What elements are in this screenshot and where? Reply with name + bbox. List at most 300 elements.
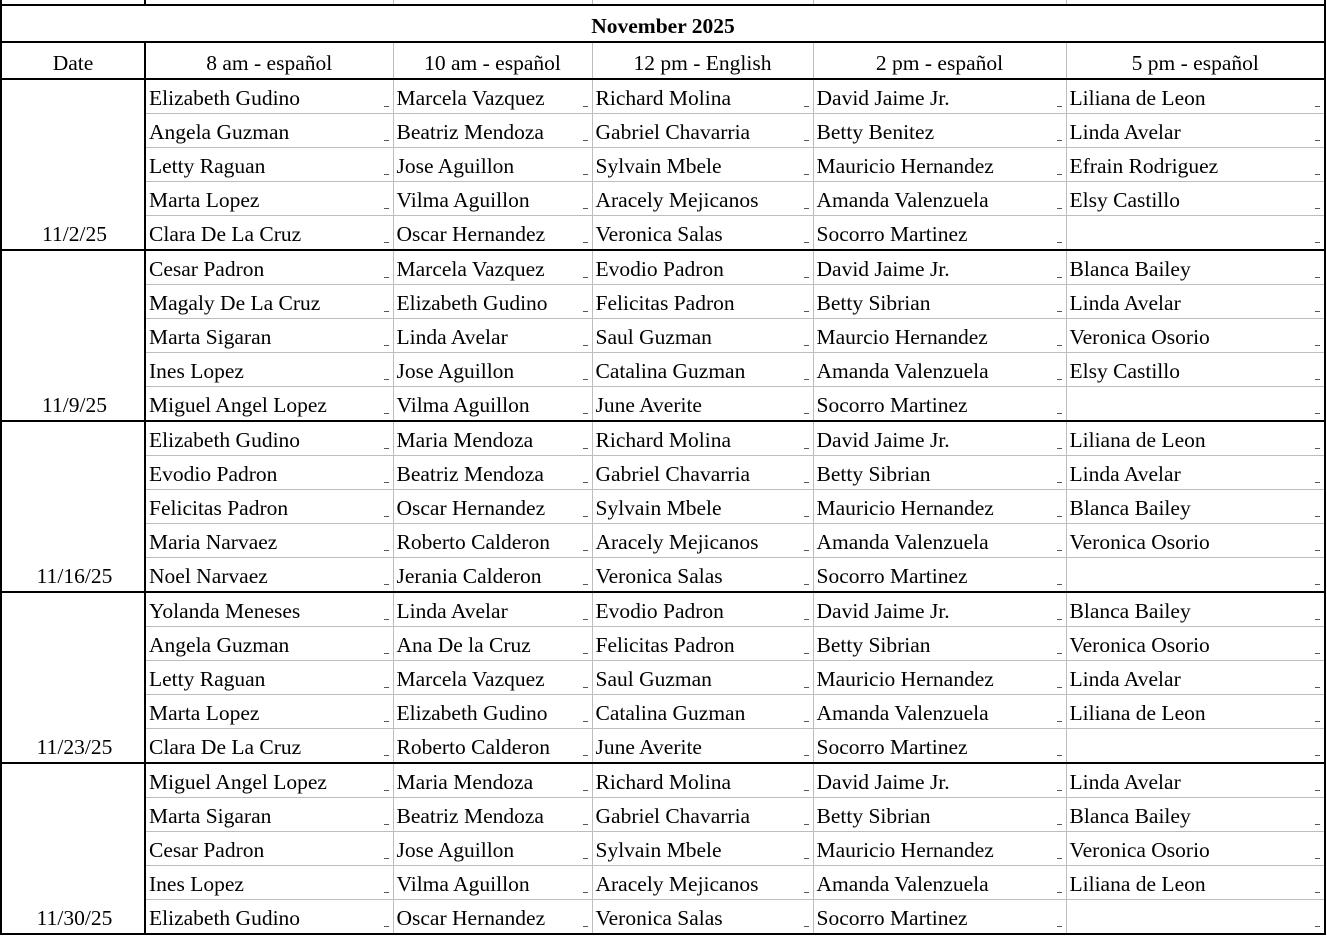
dropdown-arrow-icon[interactable] <box>583 752 589 758</box>
dropdown-arrow-icon[interactable] <box>1315 342 1321 348</box>
volunteer-cell-10am[interactable] <box>393 490 592 524</box>
volunteer-cell-8am[interactable] <box>145 421 393 456</box>
volunteer-cell-2pm[interactable] <box>813 353 1066 387</box>
volunteer-cell-8am[interactable] <box>145 832 393 866</box>
date-cell[interactable] <box>1 627 145 661</box>
volunteer-cell-10am[interactable] <box>393 627 592 661</box>
dropdown-arrow-icon[interactable] <box>583 513 589 519</box>
dropdown-arrow-icon[interactable] <box>804 308 810 314</box>
dropdown-arrow-icon[interactable] <box>804 513 810 519</box>
dropdown-arrow-icon[interactable] <box>1315 821 1321 827</box>
volunteer-cell-12pm[interactable] <box>592 387 813 422</box>
dropdown-arrow-icon[interactable] <box>583 376 589 382</box>
dropdown-arrow-icon[interactable] <box>1315 410 1321 416</box>
dropdown-arrow-icon[interactable] <box>1057 718 1063 724</box>
dropdown-arrow-icon[interactable] <box>384 410 390 416</box>
volunteer-name: Oscar Hernandez <box>396 906 546 930</box>
date-cell[interactable] <box>1 798 145 832</box>
volunteer-cell-2pm[interactable] <box>813 661 1066 695</box>
volunteer-cell-5pm[interactable] <box>1066 592 1325 627</box>
dropdown-arrow-icon[interactable] <box>384 821 390 827</box>
dropdown-arrow-icon[interactable] <box>384 103 390 109</box>
volunteer-cell-8am[interactable] <box>145 148 393 182</box>
dropdown-arrow-icon[interactable] <box>1315 308 1321 314</box>
dropdown-arrow-icon[interactable] <box>804 616 810 622</box>
volunteer-cell-2pm[interactable] <box>813 627 1066 661</box>
volunteer-cell-2pm[interactable] <box>813 148 1066 182</box>
volunteer-cell-12pm[interactable] <box>592 866 813 900</box>
volunteer-cell-5pm[interactable] <box>1066 353 1325 387</box>
volunteer-cell-12pm[interactable] <box>592 763 813 798</box>
date-cell[interactable] <box>1 285 145 319</box>
dropdown-arrow-icon[interactable] <box>583 684 589 690</box>
volunteer-cell-5pm[interactable] <box>1066 729 1325 764</box>
dropdown-arrow-icon[interactable] <box>804 787 810 793</box>
dropdown-arrow-icon[interactable] <box>1315 205 1321 211</box>
dropdown-arrow-icon[interactable] <box>804 239 810 245</box>
dropdown-arrow-icon[interactable] <box>384 342 390 348</box>
dropdown-arrow-icon[interactable] <box>583 547 589 553</box>
volunteer-cell-5pm[interactable] <box>1066 114 1325 148</box>
volunteer-cell-10am[interactable] <box>393 729 592 764</box>
volunteer-cell-2pm[interactable] <box>813 79 1066 114</box>
volunteer-cell-8am[interactable] <box>145 866 393 900</box>
volunteer-cell-10am[interactable] <box>393 114 592 148</box>
volunteer-name: Betty Sibrian <box>816 462 931 486</box>
volunteer-cell-2pm[interactable] <box>813 319 1066 353</box>
dropdown-arrow-icon[interactable] <box>1315 547 1321 553</box>
date-cell[interactable] <box>1 114 145 148</box>
dropdown-arrow-icon[interactable] <box>804 889 810 895</box>
schedule-row <box>1 182 1325 216</box>
volunteer-name: Socorro Martinez <box>816 564 968 588</box>
dropdown-arrow-icon[interactable] <box>1315 923 1321 929</box>
volunteer-cell-12pm[interactable] <box>592 182 813 216</box>
volunteer-cell-8am[interactable] <box>145 79 393 114</box>
dropdown-arrow-icon[interactable] <box>384 581 390 587</box>
volunteer-name: Mauricio Hernandez <box>816 496 994 520</box>
volunteer-cell-8am[interactable] <box>145 661 393 695</box>
dropdown-arrow-icon[interactable] <box>1057 342 1063 348</box>
dropdown-arrow-icon[interactable] <box>804 376 810 382</box>
dropdown-arrow-icon[interactable] <box>804 103 810 109</box>
volunteer-name: Marta Lopez <box>149 188 260 212</box>
volunteer-cell-8am[interactable] <box>145 250 393 285</box>
dropdown-arrow-icon[interactable] <box>1057 616 1063 622</box>
volunteer-cell-10am[interactable] <box>393 182 592 216</box>
volunteer-cell-8am[interactable] <box>145 627 393 661</box>
date-cell[interactable]: 11/2/25 <box>1 216 145 251</box>
volunteer-cell-12pm[interactable] <box>592 558 813 593</box>
volunteer-cell-10am[interactable] <box>393 832 592 866</box>
dropdown-arrow-icon[interactable] <box>1315 581 1321 587</box>
volunteer-cell-5pm[interactable] <box>1066 182 1325 216</box>
dropdown-arrow-icon[interactable] <box>384 923 390 929</box>
volunteer-cell-12pm[interactable] <box>592 114 813 148</box>
volunteer-cell-5pm[interactable] <box>1066 661 1325 695</box>
volunteer-cell-12pm[interactable] <box>592 79 813 114</box>
volunteer-cell-10am[interactable] <box>393 79 592 114</box>
dropdown-arrow-icon[interactable] <box>1057 787 1063 793</box>
dropdown-arrow-icon[interactable] <box>583 171 589 177</box>
dropdown-arrow-icon[interactable] <box>1057 103 1063 109</box>
volunteer-cell-5pm[interactable] <box>1066 456 1325 490</box>
volunteer-name: Gabriel Chavarria <box>595 804 751 828</box>
volunteer-cell-8am[interactable] <box>145 387 393 422</box>
date-cell[interactable] <box>1 421 145 456</box>
volunteer-cell-12pm[interactable] <box>592 832 813 866</box>
volunteer-cell-2pm[interactable] <box>813 285 1066 319</box>
dropdown-arrow-icon[interactable] <box>804 479 810 485</box>
dropdown-arrow-icon[interactable] <box>804 410 810 416</box>
header-5pm[interactable]: 5 pm - español <box>1066 42 1325 79</box>
dropdown-arrow-icon[interactable] <box>1057 513 1063 519</box>
date-cell[interactable]: 11/30/25 <box>1 900 145 935</box>
volunteer-cell-5pm[interactable] <box>1066 900 1325 935</box>
volunteer-cell-8am[interactable] <box>145 456 393 490</box>
volunteer-name: Marta Sigaran <box>149 325 272 349</box>
volunteer-cell-10am[interactable] <box>393 661 592 695</box>
dropdown-arrow-icon[interactable] <box>384 205 390 211</box>
volunteer-cell-8am[interactable] <box>145 490 393 524</box>
volunteer-cell-10am[interactable] <box>393 900 592 935</box>
volunteer-cell-12pm[interactable] <box>592 592 813 627</box>
dropdown-arrow-icon[interactable] <box>583 479 589 485</box>
volunteer-cell-5pm[interactable] <box>1066 79 1325 114</box>
dropdown-arrow-icon[interactable] <box>804 752 810 758</box>
date-cell[interactable] <box>1 661 145 695</box>
volunteer-name: Roberto Calderon <box>396 735 550 759</box>
dropdown-arrow-icon[interactable] <box>583 239 589 245</box>
dropdown-arrow-icon[interactable] <box>1315 376 1321 382</box>
volunteer-cell-10am[interactable] <box>393 763 592 798</box>
dropdown-arrow-icon[interactable] <box>804 581 810 587</box>
dropdown-arrow-icon[interactable] <box>1315 855 1321 861</box>
dropdown-arrow-icon[interactable] <box>804 205 810 211</box>
volunteer-cell-12pm[interactable] <box>592 524 813 558</box>
dropdown-arrow-icon[interactable] <box>1315 787 1321 793</box>
volunteer-cell-10am[interactable] <box>393 421 592 456</box>
volunteer-cell-12pm[interactable] <box>592 456 813 490</box>
volunteer-cell-2pm[interactable] <box>813 421 1066 456</box>
volunteer-cell-8am[interactable] <box>145 319 393 353</box>
dropdown-arrow-icon[interactable] <box>1315 616 1321 622</box>
dropdown-arrow-icon[interactable] <box>583 923 589 929</box>
volunteer-cell-12pm[interactable] <box>592 285 813 319</box>
volunteer-cell-10am[interactable] <box>393 456 592 490</box>
date-cell[interactable] <box>1 456 145 490</box>
volunteer-cell-5pm[interactable] <box>1066 798 1325 832</box>
dropdown-arrow-icon[interactable] <box>384 137 390 143</box>
volunteer-cell-2pm[interactable] <box>813 592 1066 627</box>
date-cell[interactable] <box>1 695 145 729</box>
dropdown-arrow-icon[interactable] <box>1057 752 1063 758</box>
volunteer-cell-8am[interactable] <box>145 524 393 558</box>
volunteer-name: Vilma Aguillon <box>396 393 530 417</box>
date-cell[interactable] <box>1 524 145 558</box>
date-cell[interactable] <box>1 763 145 798</box>
volunteer-cell-12pm[interactable] <box>592 353 813 387</box>
dropdown-arrow-icon[interactable] <box>583 445 589 451</box>
volunteer-cell-2pm[interactable] <box>813 558 1066 593</box>
dropdown-arrow-icon[interactable] <box>1315 445 1321 451</box>
dropdown-arrow-icon[interactable] <box>1315 650 1321 656</box>
dropdown-arrow-icon[interactable] <box>1315 274 1321 280</box>
volunteer-cell-10am[interactable] <box>393 592 592 627</box>
dropdown-arrow-icon[interactable] <box>583 308 589 314</box>
volunteer-cell-2pm[interactable] <box>813 114 1066 148</box>
dropdown-arrow-icon[interactable] <box>804 274 810 280</box>
dropdown-arrow-icon[interactable] <box>804 445 810 451</box>
dropdown-arrow-icon[interactable] <box>1057 821 1063 827</box>
dropdown-arrow-icon[interactable] <box>384 445 390 451</box>
volunteer-cell-2pm[interactable] <box>813 900 1066 935</box>
dropdown-arrow-icon[interactable] <box>1315 479 1321 485</box>
volunteer-cell-12pm[interactable] <box>592 319 813 353</box>
volunteer-cell-8am[interactable] <box>145 285 393 319</box>
dropdown-arrow-icon[interactable] <box>1057 205 1063 211</box>
volunteer-cell-8am[interactable] <box>145 592 393 627</box>
dropdown-arrow-icon[interactable] <box>583 274 589 280</box>
volunteer-cell-5pm[interactable] <box>1066 558 1325 593</box>
dropdown-arrow-icon[interactable] <box>1057 308 1063 314</box>
dropdown-arrow-icon[interactable] <box>804 684 810 690</box>
volunteer-cell-12pm[interactable] <box>592 490 813 524</box>
dropdown-arrow-icon[interactable] <box>1057 410 1063 416</box>
dropdown-arrow-icon[interactable] <box>384 308 390 314</box>
date-cell[interactable] <box>1 353 145 387</box>
volunteer-cell-5pm[interactable] <box>1066 216 1325 251</box>
date-cell[interactable] <box>1 182 145 216</box>
dropdown-arrow-icon[interactable] <box>1057 171 1063 177</box>
volunteer-cell-8am[interactable] <box>145 695 393 729</box>
volunteer-cell-5pm[interactable] <box>1066 387 1325 422</box>
dropdown-arrow-icon[interactable] <box>583 889 589 895</box>
dropdown-arrow-icon[interactable] <box>804 547 810 553</box>
volunteer-cell-12pm[interactable] <box>592 627 813 661</box>
volunteer-name: Ines Lopez <box>149 872 244 896</box>
dropdown-arrow-icon[interactable] <box>1057 650 1063 656</box>
date-cell[interactable]: 11/23/25 <box>1 729 145 764</box>
volunteer-cell-2pm[interactable] <box>813 216 1066 251</box>
volunteer-cell-2pm[interactable] <box>813 695 1066 729</box>
date-cell[interactable] <box>1 592 145 627</box>
dropdown-arrow-icon[interactable] <box>804 171 810 177</box>
dropdown-arrow-icon[interactable] <box>804 342 810 348</box>
volunteer-cell-12pm[interactable] <box>592 250 813 285</box>
dropdown-arrow-icon[interactable] <box>384 239 390 245</box>
dropdown-arrow-icon[interactable] <box>384 513 390 519</box>
volunteer-cell-10am[interactable] <box>393 285 592 319</box>
volunteer-cell-10am[interactable] <box>393 798 592 832</box>
date-cell[interactable] <box>1 319 145 353</box>
volunteer-cell-2pm[interactable] <box>813 250 1066 285</box>
dropdown-arrow-icon[interactable] <box>384 171 390 177</box>
volunteer-cell-12pm[interactable] <box>592 695 813 729</box>
volunteer-cell-10am[interactable] <box>393 866 592 900</box>
volunteer-cell-12pm[interactable] <box>592 148 813 182</box>
dropdown-arrow-icon[interactable] <box>1057 239 1063 245</box>
volunteer-cell-8am[interactable] <box>145 216 393 251</box>
volunteer-cell-5pm[interactable] <box>1066 285 1325 319</box>
volunteer-cell-10am[interactable] <box>393 695 592 729</box>
header-date[interactable]: Date <box>1 42 145 79</box>
date-cell[interactable]: 11/9/25 <box>1 387 145 422</box>
dropdown-arrow-icon[interactable] <box>804 855 810 861</box>
header-10am[interactable]: 10 am - español <box>393 42 592 79</box>
volunteer-cell-10am[interactable] <box>393 250 592 285</box>
volunteer-cell-10am[interactable] <box>393 558 592 593</box>
volunteer-cell-2pm[interactable] <box>813 387 1066 422</box>
volunteer-cell-5pm[interactable] <box>1066 319 1325 353</box>
dropdown-arrow-icon[interactable] <box>583 205 589 211</box>
volunteer-name: Sylvain Mbele <box>595 496 722 520</box>
dropdown-arrow-icon[interactable] <box>1057 479 1063 485</box>
volunteer-cell-12pm[interactable] <box>592 421 813 456</box>
dropdown-arrow-icon[interactable] <box>804 923 810 929</box>
dropdown-arrow-icon[interactable] <box>384 752 390 758</box>
dropdown-arrow-icon[interactable] <box>583 650 589 656</box>
volunteer-cell-12pm[interactable] <box>592 729 813 764</box>
volunteer-cell-12pm[interactable] <box>592 216 813 251</box>
date-cell[interactable] <box>1 148 145 182</box>
volunteer-cell-10am[interactable] <box>393 216 592 251</box>
dropdown-arrow-icon[interactable] <box>1315 684 1321 690</box>
volunteer-name: June Averite <box>595 393 702 417</box>
volunteer-cell-8am[interactable] <box>145 114 393 148</box>
volunteer-cell-8am[interactable] <box>145 763 393 798</box>
dropdown-arrow-icon[interactable] <box>583 855 589 861</box>
dropdown-arrow-icon[interactable] <box>384 376 390 382</box>
dropdown-arrow-icon[interactable] <box>1315 752 1321 758</box>
dropdown-arrow-icon[interactable] <box>583 581 589 587</box>
volunteer-cell-2pm[interactable] <box>813 798 1066 832</box>
volunteer-cell-8am[interactable] <box>145 729 393 764</box>
volunteer-cell-2pm[interactable] <box>813 524 1066 558</box>
date-cell[interactable] <box>1 832 145 866</box>
volunteer-cell-2pm[interactable] <box>813 490 1066 524</box>
dropdown-arrow-icon[interactable] <box>583 787 589 793</box>
volunteer-cell-5pm[interactable] <box>1066 627 1325 661</box>
dropdown-arrow-icon[interactable] <box>1057 889 1063 895</box>
dropdown-arrow-icon[interactable] <box>1057 547 1063 553</box>
dropdown-arrow-icon[interactable] <box>384 650 390 656</box>
dropdown-arrow-icon[interactable] <box>1057 923 1063 929</box>
volunteer-cell-5pm[interactable] <box>1066 832 1325 866</box>
volunteer-cell-5pm[interactable] <box>1066 148 1325 182</box>
dropdown-arrow-icon[interactable] <box>1057 581 1063 587</box>
dropdown-arrow-icon[interactable] <box>1315 239 1321 245</box>
volunteer-cell-10am[interactable] <box>393 524 592 558</box>
date-cell[interactable] <box>1 490 145 524</box>
dropdown-arrow-icon[interactable] <box>804 718 810 724</box>
dropdown-arrow-icon[interactable] <box>1057 376 1063 382</box>
volunteer-name: Jerania Calderon <box>396 564 542 588</box>
volunteer-cell-10am[interactable] <box>393 353 592 387</box>
volunteer-cell-12pm[interactable] <box>592 661 813 695</box>
dropdown-arrow-icon[interactable] <box>583 821 589 827</box>
volunteer-cell-10am[interactable] <box>393 319 592 353</box>
volunteer-cell-2pm[interactable] <box>813 456 1066 490</box>
volunteer-cell-5pm[interactable] <box>1066 490 1325 524</box>
dropdown-arrow-icon[interactable] <box>1057 684 1063 690</box>
volunteer-cell-2pm[interactable] <box>813 866 1066 900</box>
dropdown-arrow-icon[interactable] <box>1057 855 1063 861</box>
header-12pm[interactable]: 12 pm - English <box>592 42 813 79</box>
dropdown-arrow-icon[interactable] <box>804 650 810 656</box>
volunteer-name: Liliana de Leon <box>1069 86 1206 110</box>
volunteer-cell-2pm[interactable] <box>813 729 1066 764</box>
volunteer-cell-8am[interactable] <box>145 558 393 593</box>
volunteer-cell-5pm[interactable] <box>1066 524 1325 558</box>
dropdown-arrow-icon[interactable] <box>583 137 589 143</box>
dropdown-arrow-icon[interactable] <box>384 787 390 793</box>
dropdown-arrow-icon[interactable] <box>583 342 589 348</box>
dropdown-arrow-icon[interactable] <box>384 684 390 690</box>
header-2pm[interactable]: 2 pm - español <box>813 42 1066 79</box>
volunteer-cell-8am[interactable] <box>145 353 393 387</box>
date-cell[interactable] <box>1 250 145 285</box>
dropdown-arrow-icon[interactable] <box>804 137 810 143</box>
volunteer-name: Jose Aguillon <box>396 838 515 862</box>
dropdown-arrow-icon[interactable] <box>384 855 390 861</box>
dropdown-arrow-icon[interactable] <box>1315 103 1321 109</box>
dropdown-arrow-icon[interactable] <box>384 616 390 622</box>
dropdown-arrow-icon[interactable] <box>583 103 589 109</box>
dropdown-arrow-icon[interactable] <box>583 616 589 622</box>
volunteer-cell-2pm[interactable] <box>813 832 1066 866</box>
volunteer-cell-12pm[interactable] <box>592 798 813 832</box>
volunteer-cell-2pm[interactable] <box>813 763 1066 798</box>
volunteer-cell-12pm[interactable] <box>592 900 813 935</box>
dropdown-arrow-icon[interactable] <box>804 821 810 827</box>
date-cell[interactable]: 11/16/25 <box>1 558 145 593</box>
volunteer-cell-5pm[interactable] <box>1066 421 1325 456</box>
date-cell[interactable] <box>1 866 145 900</box>
volunteer-cell-5pm[interactable] <box>1066 763 1325 798</box>
month-title[interactable]: November 2025 <box>1 5 1325 42</box>
volunteer-name: Richard Molina <box>595 86 732 110</box>
volunteer-cell-8am[interactable] <box>145 182 393 216</box>
dropdown-arrow-icon[interactable] <box>384 889 390 895</box>
dropdown-arrow-icon[interactable] <box>1057 274 1063 280</box>
dropdown-arrow-icon[interactable] <box>1315 513 1321 519</box>
dropdown-arrow-icon[interactable] <box>583 718 589 724</box>
dropdown-arrow-icon[interactable] <box>1057 445 1063 451</box>
volunteer-name: Letty Raguan <box>149 667 266 691</box>
volunteer-cell-5pm[interactable] <box>1066 866 1325 900</box>
volunteer-cell-10am[interactable] <box>393 387 592 422</box>
volunteer-cell-2pm[interactable] <box>813 182 1066 216</box>
volunteer-cell-5pm[interactable] <box>1066 250 1325 285</box>
dropdown-arrow-icon[interactable] <box>1315 718 1321 724</box>
dropdown-arrow-icon[interactable] <box>583 410 589 416</box>
header-8am[interactable]: 8 am - español <box>145 42 393 79</box>
volunteer-cell-8am[interactable] <box>145 798 393 832</box>
dropdown-arrow-icon[interactable] <box>1057 137 1063 143</box>
dropdown-arrow-icon[interactable] <box>384 547 390 553</box>
dropdown-arrow-icon[interactable] <box>1315 171 1321 177</box>
dropdown-arrow-icon[interactable] <box>384 718 390 724</box>
volunteer-cell-10am[interactable] <box>393 148 592 182</box>
dropdown-arrow-icon[interactable] <box>1315 137 1321 143</box>
dropdown-arrow-icon[interactable] <box>384 479 390 485</box>
volunteer-cell-8am[interactable] <box>145 900 393 935</box>
dropdown-arrow-icon[interactable] <box>384 274 390 280</box>
date-cell[interactable] <box>1 79 145 114</box>
volunteer-cell-5pm[interactable] <box>1066 695 1325 729</box>
dropdown-arrow-icon[interactable] <box>1315 889 1321 895</box>
